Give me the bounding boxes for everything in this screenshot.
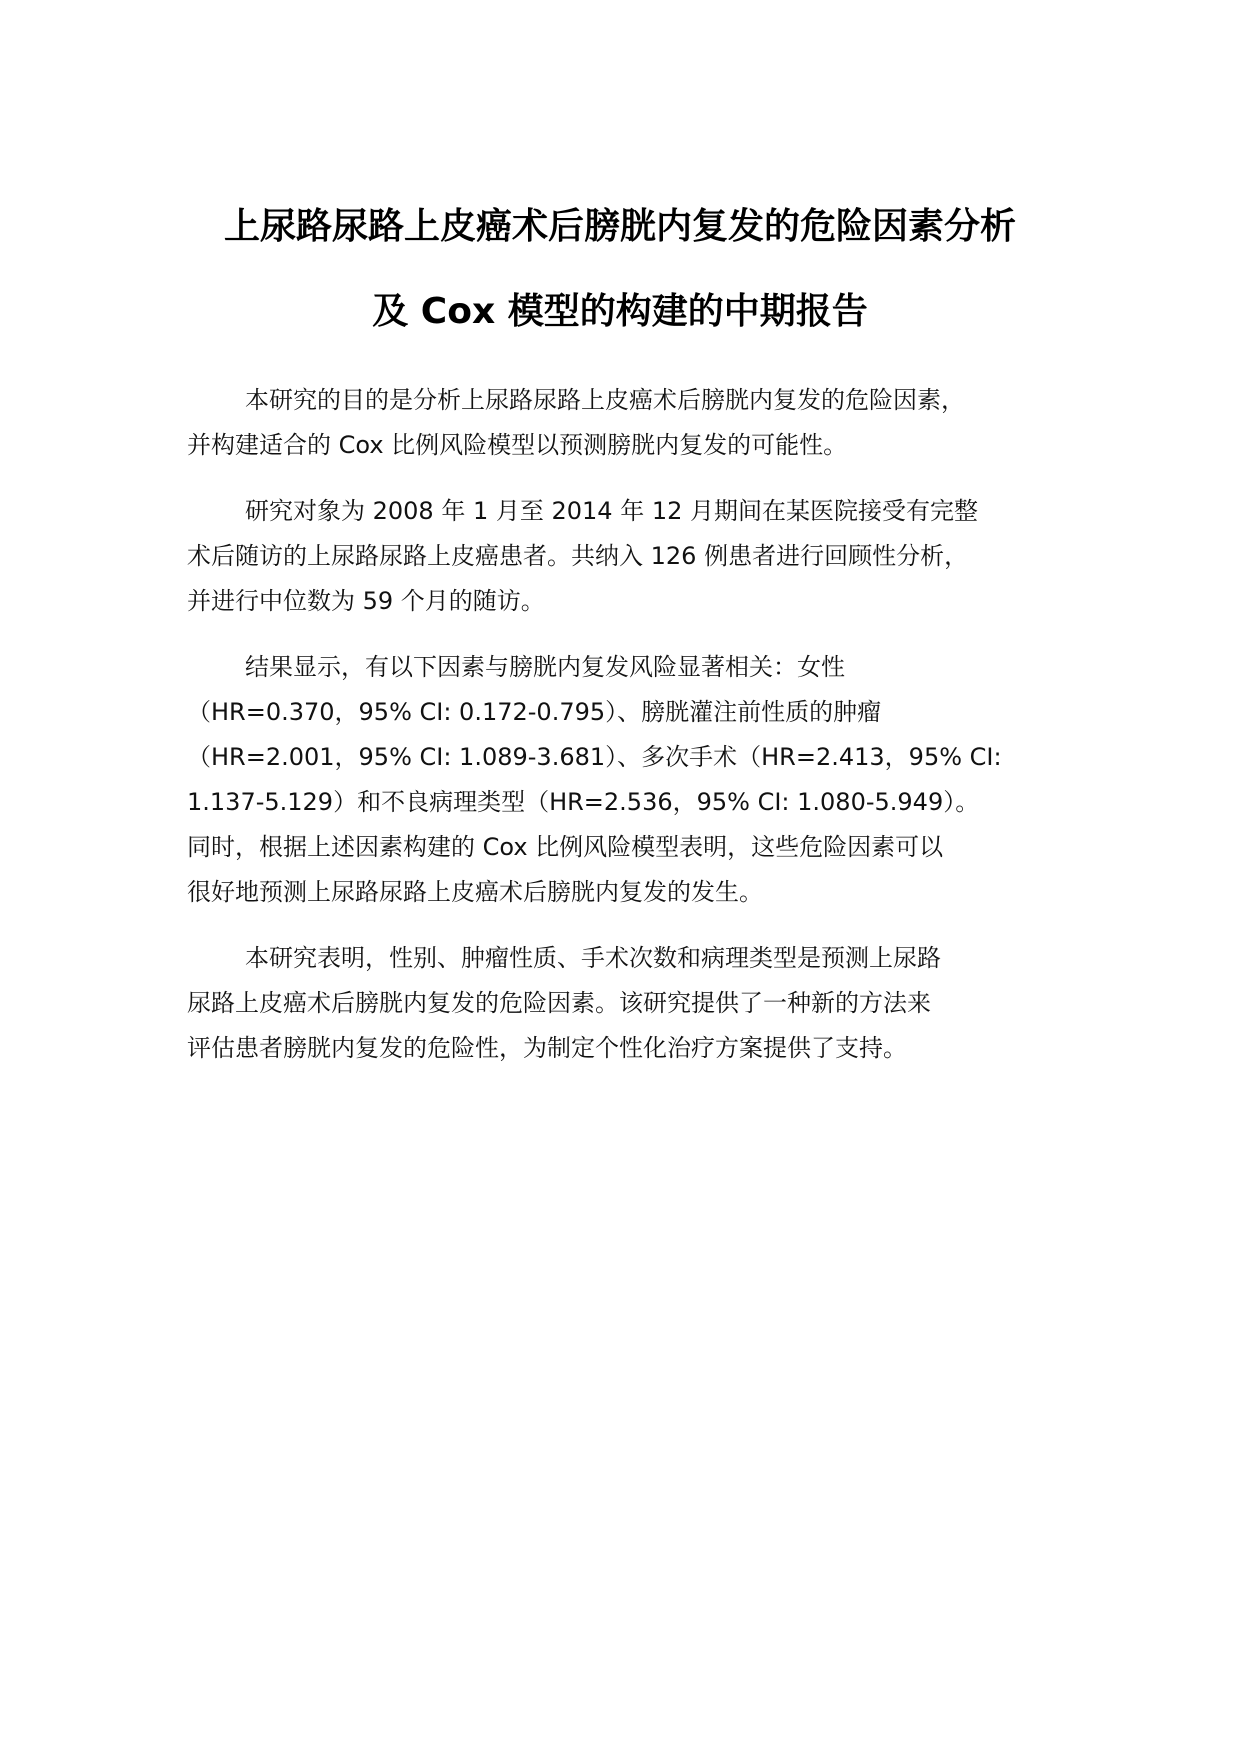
paragraph-line: 结果显示，有以下因素与膀胱内复发风险显著相关：女性 [245,653,845,681]
paragraph-line: 同时，根据上述因素构建的 Cox 比例风险模型表明，这些危险因素可以 [187,833,944,861]
paragraph-line: 术后随访的上尿路尿路上皮癌患者。共纳入 126 例患者进行回顾性分析， [187,542,969,570]
paragraph-results [187,645,1077,915]
paragraph-line: （HR=2.001，95% CI: 1.089-3.681）、多次手术（HR=2.413，95% CI: [187,743,1002,771]
paragraph-line: 1.137-5.129）和不良病理类型（HR=2.536，95% CI: 1.080-5.949）。 [187,788,980,816]
paragraph-line: 并进行中位数为 59 个月的随访。 [187,587,545,615]
document-body [187,378,1077,1092]
paragraph-line: 并构建适合的 Cox 比例风险模型以预测膀胱内复发的可能性。 [187,431,848,459]
document-title-line-1: 上尿路尿路上皮癌术后膀胱内复发的危险因素分析 [223,206,1016,248]
paragraph-line: 本研究的目的是分析上尿路尿路上皮癌术后膀胱内复发的危险因素， [245,386,965,414]
paragraph-line: 尿路上皮癌术后膀胱内复发的危险因素。该研究提供了一种新的方法来 [187,989,931,1017]
paragraph-line: 研究对象为 2008 年 1 月至 2014 年 12 月期间在某医院接受有完整 [245,497,978,525]
paragraph-line: 评估患者膀胱内复发的危险性，为制定个性化治疗方案提供了支持。 [187,1034,907,1062]
paragraph-methods [187,489,1077,624]
paragraph-line: 很好地预测上尿路尿路上皮癌术后膀胱内复发的发生。 [187,878,763,906]
paragraph-line: （HR=0.370，95% CI: 0.172-0.795）、膀胱灌注前性质的肿瘤 [187,698,882,726]
document-title-line-2: 及 Cox 模型的构建的中期报告 [372,291,868,333]
paragraph-conclusion [187,936,1077,1071]
paragraph-objective [187,378,1077,468]
paragraph-line: 本研究表明，性别、肿瘤性质、手术次数和病理类型是预测上尿路 [245,944,941,972]
